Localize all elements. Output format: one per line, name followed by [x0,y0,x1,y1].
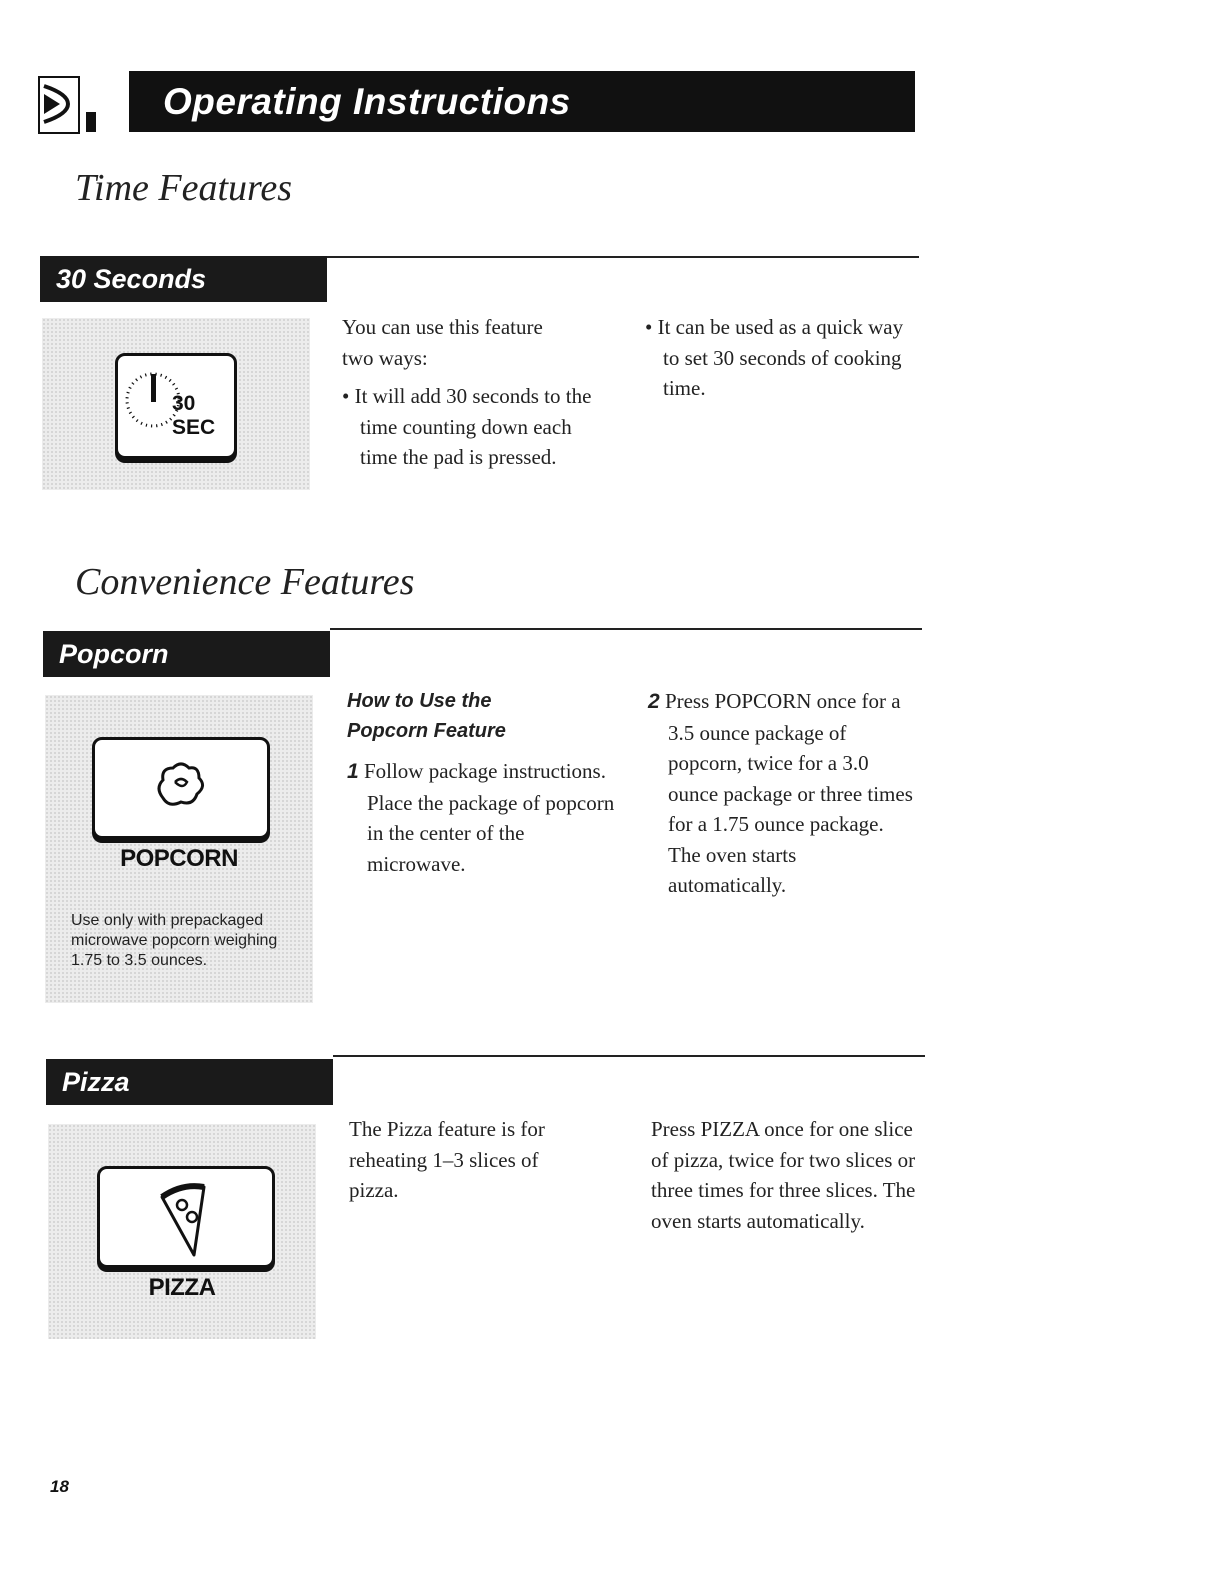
pad-pizza [97,1166,275,1268]
tab-30-seconds: 30 Seconds [40,256,327,302]
microwave-door-icon [38,76,98,136]
intro-line-1: You can use this feature [342,315,543,339]
popcorn-note: Use only with prepackaged microwave popcorn weighing 1.75 to 3.5 ounces. [71,912,278,969]
pad-panel-30-seconds [42,318,310,490]
bullet-2: • It can be used as a quick way to set 30 seconds of cooking time. [645,315,904,400]
pad-label-pizza: PIZZA [148,1274,216,1301]
section-title-convenience-features: Convenience Features [75,561,415,603]
section-rule [330,628,922,630]
thirty-seconds-text-right [645,312,920,404]
pizza-slice-icon [158,1177,214,1259]
thirty-seconds-text-left [342,312,612,473]
pad-label-popcorn: POPCORN [120,845,238,872]
page-header-title: Operating Instructions [129,71,915,132]
section-rule [327,256,919,258]
section-title-time-features: Time Features [75,167,293,209]
popcorn-text-left [347,686,617,879]
popcorn-subhead: How to Use the Popcorn Feature [347,690,506,742]
tab-popcorn: Popcorn [43,631,330,677]
pad-30-seconds [115,353,237,459]
popcorn-text-right [648,686,916,901]
pizza-text-left: The Pizza feature is for reheating 1–3 slices of pizza. [349,1117,545,1202]
pad-panel-popcorn [45,695,313,1003]
pad-label-30-sec: 30 SEC [172,392,216,439]
pad-popcorn [92,737,270,839]
step-2: 2 Press POPCORN once for a 3.5 ounce package of popcorn, twice for a 3.0 ounce package or three times for a 1.75 ounce package. The oven starts automatically. [648,689,913,897]
pizza-text-right: Press PIZZA once for one slice of pizza, twice for two slices or three times for three slices. The oven starts automatically. [651,1117,916,1233]
popcorn-icon [151,758,211,816]
intro-line-2: two ways: [342,345,428,370]
section-rule [333,1055,925,1057]
bullet-1: • It will add 30 seconds to the time counting down each time the pad is pressed. [342,384,592,469]
tab-pizza: Pizza [46,1059,333,1105]
pad-panel-pizza [48,1124,316,1339]
step-1: 1 Follow package instructions. Place the package of popcorn in the center of the microwave. [347,759,615,876]
page-number: 18 [50,1477,69,1496]
